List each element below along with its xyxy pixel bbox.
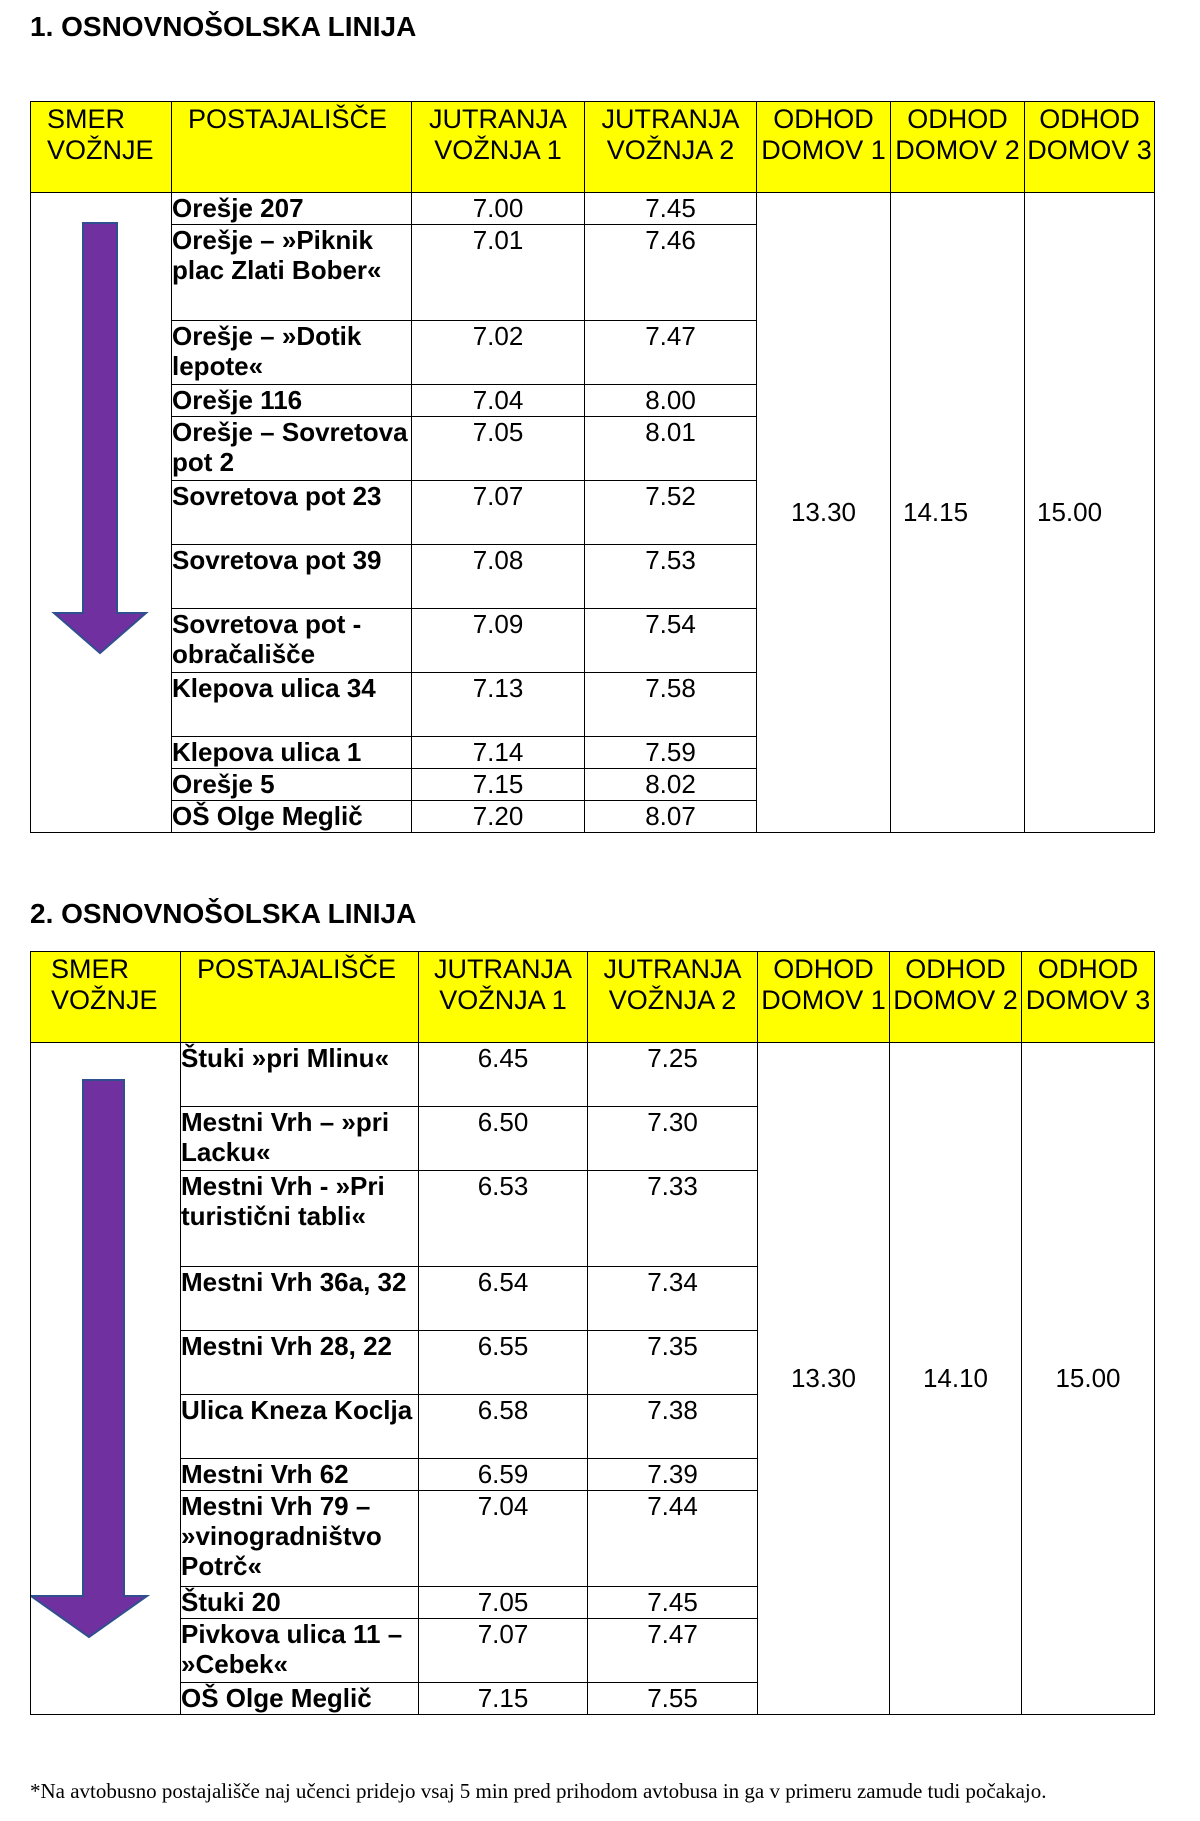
morning-ride-2-header: JUTRANJA VOŽNJA 2 — [585, 102, 757, 193]
stop-name: Klepova ulica 1 — [172, 737, 412, 769]
morning-ride-2-time: 8.00 — [585, 385, 757, 417]
morning-ride-2-time: 7.54 — [585, 609, 757, 673]
morning-ride-2-time: 7.53 — [585, 545, 757, 609]
morning-ride-1-time: 7.02 — [412, 321, 585, 385]
morning-ride-1-time: 7.07 — [412, 481, 585, 545]
down-arrow-icon — [31, 1043, 181, 1716]
morning-ride-1-time: 6.59 — [419, 1459, 588, 1491]
direction-cell — [31, 193, 172, 833]
morning-ride-1-time: 6.55 — [419, 1331, 588, 1395]
morning-ride-2-time: 7.58 — [585, 673, 757, 737]
morning-ride-1-time: 7.09 — [412, 609, 585, 673]
line2-timetable — [30, 951, 1155, 1715]
stop-name: Orešje 5 — [172, 769, 412, 801]
morning-ride-2-time: 7.52 — [585, 481, 757, 545]
stop-name: Orešje – »Piknik plac Zlati Bober« — [172, 225, 412, 321]
stop-name: Mestni Vrh 28, 22 — [181, 1331, 419, 1395]
stop-name: Mestni Vrh 79 – »vinogradništvo Potrč« — [181, 1491, 419, 1587]
morning-ride-2-time: 7.38 — [588, 1395, 758, 1459]
line1-timetable — [30, 101, 1155, 833]
stop-name: OŠ Olge Meglič — [172, 801, 412, 833]
morning-ride-1-time: 6.58 — [419, 1395, 588, 1459]
footnote: *Na avtobusno postajališče naj učenci pridejo vsaj 5 min pred prihodom avtobusa in ga v primeru zamude tudi počakajo. — [30, 1779, 1047, 1803]
morning-ride-2-header: JUTRANJA VOŽNJA 2 — [588, 952, 758, 1043]
departure-home-3-header: ODHOD DOMOV 3 — [1025, 102, 1155, 193]
morning-ride-1-time: 7.08 — [412, 545, 585, 609]
stop-name: Mestni Vrh 62 — [181, 1459, 419, 1491]
direction-cell — [31, 1043, 181, 1715]
stop-name: Orešje 207 — [172, 193, 412, 225]
morning-ride-1-header: JUTRANJA VOŽNJA 1 — [419, 952, 588, 1043]
stop-header: POSTAJALIŠČE — [181, 952, 419, 1043]
departure-home-1-header: ODHOD DOMOV 1 — [757, 102, 891, 193]
stop-name: Orešje – Sovretova pot 2 — [172, 417, 412, 481]
morning-ride-2-time: 7.59 — [585, 737, 757, 769]
direction-header: SMER VOŽNJE — [31, 952, 181, 1043]
morning-ride-1-time: 6.54 — [419, 1267, 588, 1331]
morning-ride-2-time: 8.07 — [585, 801, 757, 833]
morning-ride-2-time: 7.55 — [588, 1683, 758, 1715]
stop-name: Sovretova pot - obračališče — [172, 609, 412, 673]
morning-ride-2-time: 7.45 — [585, 193, 757, 225]
morning-ride-1-time: 7.14 — [412, 737, 585, 769]
departure-home-1-time: 13.30 — [758, 1043, 890, 1715]
morning-ride-1-header: JUTRANJA VOŽNJA 1 — [412, 102, 585, 193]
morning-ride-2-time: 7.33 — [588, 1171, 758, 1267]
morning-ride-1-time: 7.00 — [412, 193, 585, 225]
stop-name: Pivkova ulica 11 – »Cebek« — [181, 1619, 419, 1683]
morning-ride-2-time: 7.47 — [585, 321, 757, 385]
morning-ride-2-time: 7.35 — [588, 1331, 758, 1395]
morning-ride-1-time: 7.15 — [419, 1683, 588, 1715]
morning-ride-2-time: 7.45 — [588, 1587, 758, 1619]
stop-name: Orešje 116 — [172, 385, 412, 417]
morning-ride-1-time: 7.07 — [419, 1619, 588, 1683]
line2-title: 2. OSNOVNOŠOLSKA LINIJA — [30, 898, 417, 929]
morning-ride-1-time: 7.04 — [412, 385, 585, 417]
down-arrow-icon — [31, 193, 172, 832]
stop-name: Klepova ulica 34 — [172, 673, 412, 737]
departure-home-1-time: 13.30 — [757, 193, 891, 833]
table-row — [31, 193, 1155, 225]
stop-name: Sovretova pot 23 — [172, 481, 412, 545]
morning-ride-2-time: 8.01 — [585, 417, 757, 481]
morning-ride-1-time: 7.04 — [419, 1491, 588, 1587]
morning-ride-2-time: 7.25 — [588, 1043, 758, 1107]
morning-ride-1-time: 6.50 — [419, 1107, 588, 1171]
stop-name: Mestni Vrh 36a, 32 — [181, 1267, 419, 1331]
departure-home-3-header: ODHOD DOMOV 3 — [1022, 952, 1155, 1043]
morning-ride-2-time: 7.46 — [585, 225, 757, 321]
stop-name: Ulica Kneza Koclja — [181, 1395, 419, 1459]
morning-ride-2-time: 7.39 — [588, 1459, 758, 1491]
stop-name: Štuki »pri Mlinu« — [181, 1043, 419, 1107]
morning-ride-1-time: 7.05 — [412, 417, 585, 481]
departure-home-3-time: 15.00 — [1022, 1043, 1155, 1715]
table-header-row — [31, 952, 1155, 1043]
departure-home-1-header: ODHOD DOMOV 1 — [758, 952, 890, 1043]
morning-ride-1-time: 7.01 — [412, 225, 585, 321]
morning-ride-1-time: 7.20 — [412, 801, 585, 833]
morning-ride-2-time: 8.02 — [585, 769, 757, 801]
direction-header: SMER VOŽNJE — [31, 102, 172, 193]
departure-home-3-time: 15.00 — [1025, 193, 1155, 833]
departure-home-2-time: 14.15 — [891, 193, 1025, 833]
morning-ride-1-time: 7.15 — [412, 769, 585, 801]
departure-home-2-header: ODHOD DOMOV 2 — [890, 952, 1022, 1043]
morning-ride-2-time: 7.30 — [588, 1107, 758, 1171]
stop-name: Orešje – »Dotik lepote« — [172, 321, 412, 385]
stop-header: POSTAJALIŠČE — [172, 102, 412, 193]
morning-ride-1-time: 6.45 — [419, 1043, 588, 1107]
departure-home-2-time: 14.10 — [890, 1043, 1022, 1715]
morning-ride-1-time: 6.53 — [419, 1171, 588, 1267]
stop-name: OŠ Olge Meglič — [181, 1683, 419, 1715]
morning-ride-1-time: 7.05 — [419, 1587, 588, 1619]
morning-ride-2-time: 7.44 — [588, 1491, 758, 1587]
morning-ride-2-time: 7.34 — [588, 1267, 758, 1331]
line1-title: 1. OSNOVNOŠOLSKA LINIJA — [30, 11, 417, 42]
morning-ride-2-time: 7.47 — [588, 1619, 758, 1683]
stop-name: Mestni Vrh – »pri Lacku« — [181, 1107, 419, 1171]
table-header-row — [31, 102, 1155, 193]
morning-ride-1-time: 7.13 — [412, 673, 585, 737]
stop-name: Sovretova pot 39 — [172, 545, 412, 609]
departure-home-2-header: ODHOD DOMOV 2 — [891, 102, 1025, 193]
table-row — [31, 1043, 1155, 1107]
stop-name: Mestni Vrh - »Pri turistični tabli« — [181, 1171, 419, 1267]
stop-name: Štuki 20 — [181, 1587, 419, 1619]
